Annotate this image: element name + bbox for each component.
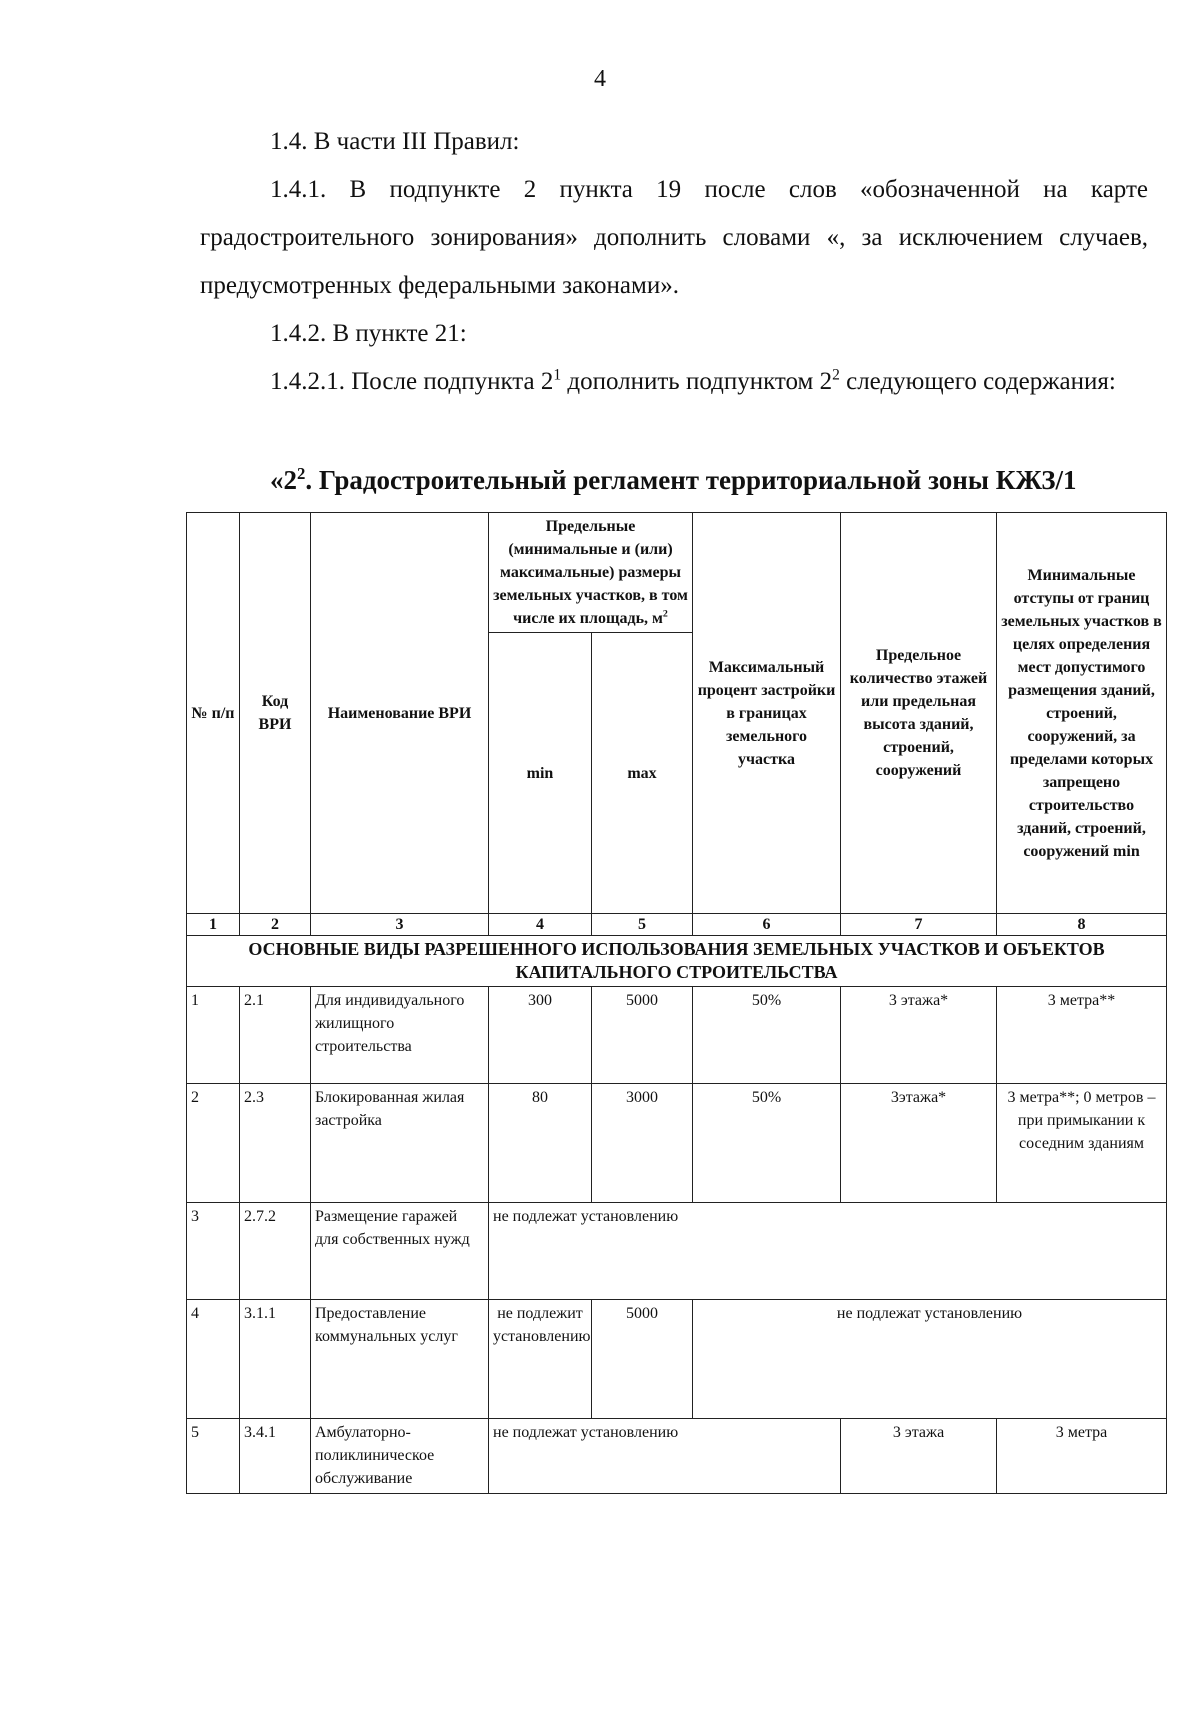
row-max: 3000 [592, 1084, 693, 1203]
row-min: 80 [489, 1084, 592, 1203]
title-prefix: «2 [270, 465, 297, 495]
row-name: Размещение гаражей для собственных нужд [311, 1203, 489, 1300]
table-row [187, 1203, 1167, 1300]
row-num: 4 [187, 1300, 240, 1419]
header-code: Код ВРИ [240, 513, 311, 914]
row-build-percent: 50% [693, 987, 841, 1084]
title-sup: 2 [297, 464, 306, 483]
header-floors: Предельное количество этажей или предельная высота зданий, строений, сооружений [841, 513, 997, 914]
table-row [187, 1300, 1167, 1419]
row-num: 5 [187, 1419, 240, 1494]
row-floors: 3 этажа [841, 1419, 997, 1494]
title-text: . Градостроительный регламент территориальной зоны КЖЗ/1 [305, 465, 1077, 495]
header-min: min [489, 633, 592, 914]
header-offsets: Минимальные отступы от границ земельных участков в целях определения мест допустимого размещения зданий, строений, сооружений, за пределами которых запрещено строительство зданий, строений, сооружений min [997, 513, 1167, 914]
paragraph-1-4-2-1 [200, 358, 1148, 406]
table-row [187, 1419, 1167, 1494]
row-num: 2 [187, 1084, 240, 1203]
regulation-title [270, 462, 1150, 498]
header-sizes-sup: 2 [662, 608, 668, 620]
row-code: 3.1.1 [240, 1300, 311, 1419]
row-min: 300 [489, 987, 592, 1084]
header-sizes [489, 513, 693, 633]
row-max: 5000 [592, 987, 693, 1084]
section-row [187, 936, 1167, 987]
col-number: 7 [841, 914, 997, 936]
row-name: Блокированная жилая застройка [311, 1084, 489, 1203]
header-name: Наименование ВРИ [311, 513, 489, 914]
row-not-established: не подлежат установлению [489, 1419, 841, 1494]
paragraph-1-4: 1.4. В части III Правил: [270, 128, 520, 155]
section-title: ОСНОВНЫЕ ВИДЫ РАЗРЕШЕННОГО ИСПОЛЬЗОВАНИЯ ЗЕМЕЛЬНЫХ УЧАСТКОВ И ОБЪЕКТОВ КАПИТАЛЬНОГО СТРОИТЕЛЬСТВА [187, 936, 1167, 987]
header-row-1 [187, 513, 1167, 633]
row-code: 2.7.2 [240, 1203, 311, 1300]
header-build-percent: Максимальный процент застройки в границах земельного участка [693, 513, 841, 914]
col-number: 1 [187, 914, 240, 936]
table-row [187, 1084, 1167, 1203]
row-floors: 3 этажа* [841, 987, 997, 1084]
paragraph-1-4-1: 1.4.1. В подпункте 2 пункта 19 после слов «обозначенной на карте градостроительного зонирования» дополнить словами «, за исключением случаев, предусмотренных федеральными законами». [200, 176, 1148, 299]
row-max: 5000 [592, 1300, 693, 1419]
row-name: Для индивидуального жилищного строительства [311, 987, 489, 1084]
header-sizes-text: Предельные (минимальные и (или) максимальные) размеры земельных участков, в том числе их площадь, м [493, 518, 688, 627]
p4-sup-2: 2 [832, 366, 840, 384]
row-not-established: не подлежат установлению [489, 1203, 1167, 1300]
row-code: 2.1 [240, 987, 311, 1084]
row-name: Амбулаторно-поликлиническое обслуживание [311, 1419, 489, 1494]
p4-text-c: следующего содержания: [839, 368, 1116, 395]
row-num: 3 [187, 1203, 240, 1300]
row-min: не подлежит установлению [489, 1300, 592, 1419]
col-number: 3 [311, 914, 489, 936]
col-number: 5 [592, 914, 693, 936]
page-number: 4 [594, 66, 606, 92]
paragraph-1-4-2: 1.4.2. В пункте 21: [270, 320, 467, 347]
row-not-established: не подлежат установлению [693, 1300, 1167, 1419]
row-offset: 3 метра [997, 1419, 1167, 1494]
header-num: № п/п [187, 513, 240, 914]
row-code: 2.3 [240, 1084, 311, 1203]
row-floors: 3этажа* [841, 1084, 997, 1203]
row-build-percent: 50% [693, 1084, 841, 1203]
p4-sup-1: 1 [553, 366, 562, 384]
row-offset: 3 метра** [997, 987, 1167, 1084]
column-numbers-row [187, 914, 1167, 936]
row-name: Предоставление коммунальных услуг [311, 1300, 489, 1419]
row-num: 1 [187, 987, 240, 1084]
p4-text-a: 1.4.2.1. После подпункта 2 [270, 368, 554, 395]
regulation-table [186, 512, 1167, 1494]
col-number: 4 [489, 914, 592, 936]
row-code: 3.4.1 [240, 1419, 311, 1494]
row-offset: 3 метра**; 0 метров – при примыкании к соседним зданиям [997, 1084, 1167, 1203]
p4-text-b: дополнить подпунктом 2 [561, 368, 833, 395]
table-row [187, 987, 1167, 1084]
col-number: 8 [997, 914, 1167, 936]
header-max: max [592, 633, 693, 914]
col-number: 2 [240, 914, 311, 936]
col-number: 6 [693, 914, 841, 936]
